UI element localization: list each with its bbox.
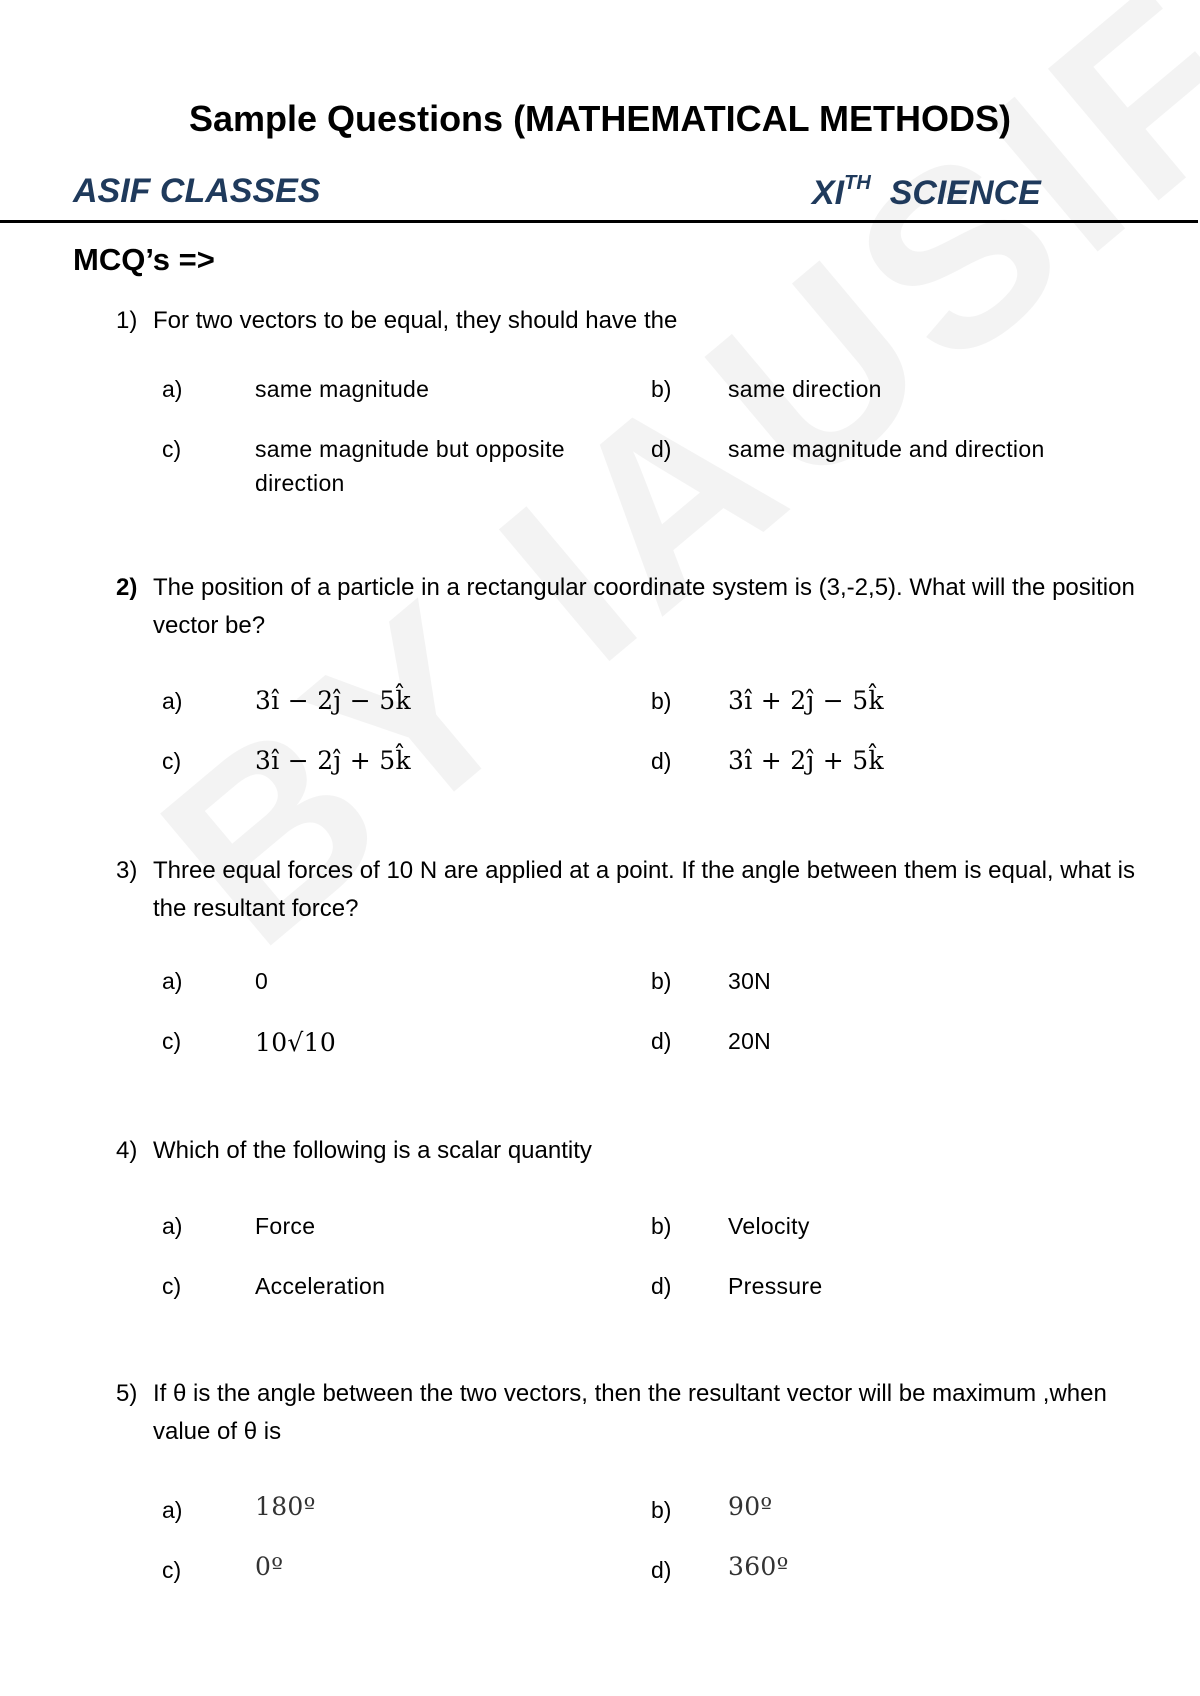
option-label: a): [162, 1213, 183, 1239]
question-number: 1): [116, 307, 138, 334]
option-text: 10√10: [255, 1028, 337, 1057]
option-text: 90º: [728, 1492, 773, 1521]
option-text: same magnitude and direction: [728, 436, 1045, 462]
option-label: b): [651, 1213, 672, 1239]
question-5: [116, 1375, 1136, 1451]
question-number: 2): [116, 574, 138, 601]
option-text: 360º: [728, 1552, 789, 1581]
class-label-suffix: SCIENCE: [889, 174, 1041, 212]
option-text: Force: [255, 1213, 316, 1239]
option-label: b): [651, 968, 672, 994]
option-text: 3î − 2ĵ − 5k̂: [255, 686, 411, 715]
option-label: b): [651, 688, 672, 714]
option-text: 0: [255, 968, 269, 994]
option-label: d): [651, 436, 672, 462]
option-label: b): [651, 376, 672, 402]
question-number: 3): [116, 857, 138, 884]
option-text: same direction: [728, 376, 882, 402]
option-text: 0º: [255, 1552, 284, 1581]
option-label: a): [162, 376, 183, 402]
option-text: 3î − 2ĵ + 5k̂: [255, 746, 411, 775]
option-label: c): [162, 1028, 182, 1054]
option-text: 180º: [255, 1492, 316, 1521]
question-text: The position of a particle in a rectangular coordinate system is (3,-2,5). What will the position vector be?: [153, 574, 1135, 639]
option-text: 3î + 2ĵ + 5k̂: [728, 746, 884, 775]
option-label: a): [162, 968, 183, 994]
class-label-prefix: XI: [812, 174, 845, 212]
question-text: Three equal forces of 10 N are applied at a point. If the angle between them is equal, what is the resultant force?: [153, 857, 1135, 922]
option-text: Velocity: [728, 1213, 810, 1239]
brand-name: ASIF CLASSES: [73, 172, 321, 210]
class-label-sup: TH: [844, 172, 871, 194]
question-text: For two vectors to be equal, they should have the: [153, 307, 678, 334]
option-text: same magnitude: [255, 376, 430, 402]
header-divider: [0, 220, 1198, 223]
option-label: a): [162, 1497, 183, 1523]
question-3: [116, 852, 1136, 928]
question-number: 5): [116, 1380, 138, 1407]
question-2: [116, 569, 1136, 645]
question-text: If θ is the angle between the two vectors, then the resultant vector will be maximum ,when value of θ is: [153, 1380, 1107, 1445]
question-1: [116, 302, 1136, 340]
question-text: Which of the following is a scalar quantity: [153, 1137, 592, 1164]
option-text: same magnitude but opposite direction: [255, 436, 565, 496]
option-label: d): [651, 748, 672, 774]
question-number: 4): [116, 1137, 138, 1164]
page-title: Sample Questions (MATHEMATICAL METHODS): [188, 98, 1012, 139]
class-label: [812, 172, 1041, 213]
option-label: c): [162, 1557, 182, 1583]
option-label: a): [162, 688, 183, 714]
option-label: d): [651, 1028, 672, 1054]
option-label: d): [651, 1557, 672, 1583]
question-4: [116, 1132, 1136, 1170]
section-title: MCQ’s =>: [73, 242, 215, 277]
option-text: 3î + 2ĵ − 5k̂: [728, 686, 884, 715]
option-label: d): [651, 1273, 672, 1299]
option-text: 30N: [728, 968, 772, 994]
option-text: 20N: [728, 1028, 772, 1054]
option-label: c): [162, 748, 182, 774]
option-label: b): [651, 1497, 672, 1523]
option-label: c): [162, 436, 182, 462]
option-text: Acceleration: [255, 1273, 386, 1299]
option-text: Pressure: [728, 1273, 823, 1299]
option-label: c): [162, 1273, 182, 1299]
